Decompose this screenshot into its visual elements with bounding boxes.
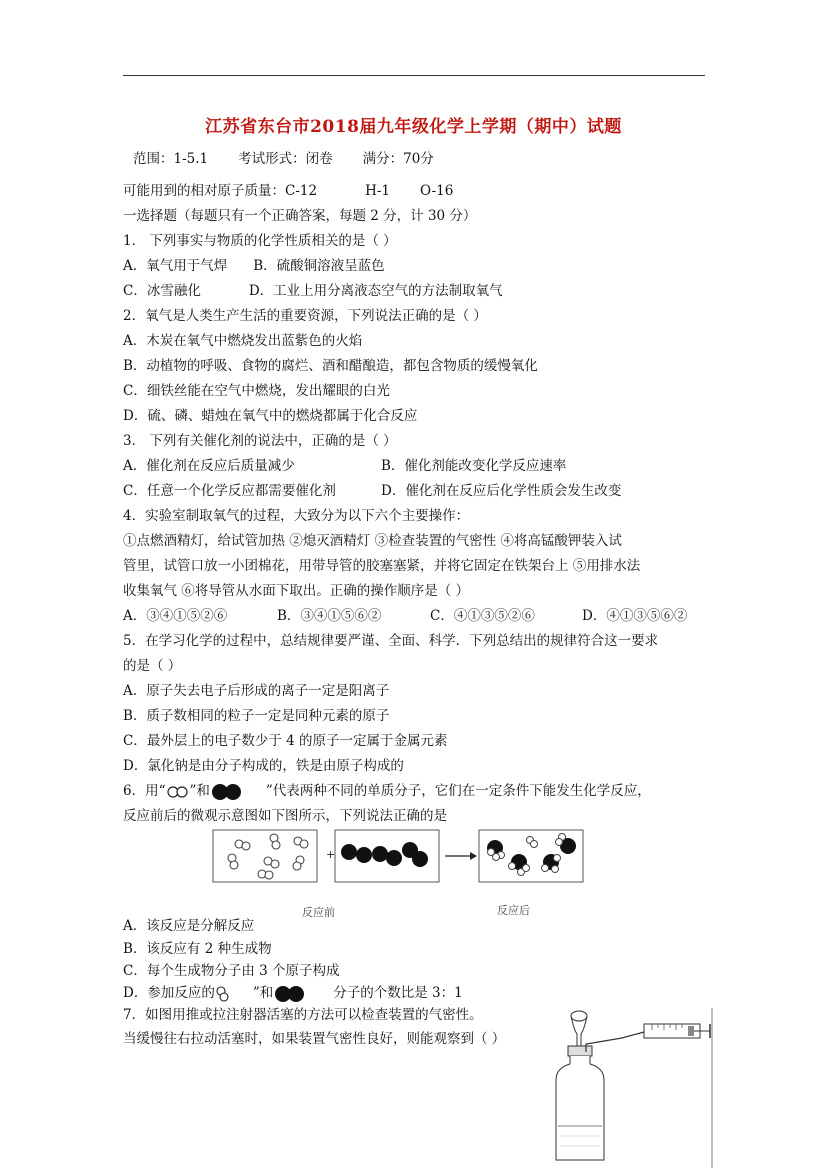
q6-option-b: B．该反应有 2 种生成物	[123, 941, 272, 957]
exam-range: 范围：1-5.1	[133, 151, 209, 167]
label-after: 反应后	[497, 904, 530, 917]
atomic-mass-o: O-16	[420, 183, 454, 199]
atomic-mass-line	[123, 182, 453, 200]
reaction-diagram	[212, 828, 590, 924]
q4-option-b: B．③④①⑤⑥②	[277, 608, 382, 624]
q3-option-a: A．催化剂在反应后质量减少	[123, 458, 295, 474]
plus-sign: +	[326, 848, 336, 861]
black-molecule-icon	[210, 783, 244, 801]
q4-option-d: D．④①③⑤⑥②	[582, 608, 688, 624]
q6-stem-2: 反应前后的微观示意图如下图所示，下列说法正确的是	[123, 808, 447, 824]
q4-stem: 4．实验室制取氧气的过程，大致分为以下六个主要操作：	[123, 508, 470, 524]
q5-stem-1: 5．在学习化学的过程中，总结规律要严谨、全面、科学．下列总结出的规律符合这一要求	[123, 633, 659, 649]
q4-option-a: A．③④①⑤②⑥	[123, 608, 228, 624]
q6-stem-1: 6．用“ ”和 ”代表两种不同的单质分子，它们在一定条件下能发生化学反应，	[123, 783, 651, 799]
q3-stem: 3． 下列有关催化剂的说法中，正确的是（ ）	[123, 433, 397, 449]
q4-line-3: 收集氧气 ⑥将导管从水面下取出。正确的操作顺序是（ ）	[123, 583, 470, 599]
q6-option-d: D．参加反应的 ”和 分子的个数比是 3：1	[123, 985, 463, 1001]
q5-option-d: D．氯化钠是由分子构成的，铁是由原子构成的	[123, 758, 404, 774]
q5-option-a: A．原子失去电子后形成的离子一定是阳离子	[123, 683, 390, 699]
q1-option-a: A．氧气用于气焊	[123, 258, 228, 274]
atomic-mass-label: 可能用到的相对原子质量：C-12	[123, 183, 318, 199]
exam-form: 考试形式：闭卷	[238, 151, 333, 167]
q2-option-c: C．细铁丝能在空气中燃烧，发出耀眼的白光	[123, 383, 390, 399]
q1-option-b: B．硫酸铜溶液呈蓝色	[253, 258, 385, 274]
q5-option-b: B．质子数相同的粒子一定是同种元素的原子	[123, 708, 390, 724]
q1-option-c: C．冰雪融化	[123, 283, 201, 299]
exam-score: 满分：70分	[362, 151, 434, 167]
exam-info	[133, 150, 434, 168]
q5-stem-2: 的是（ ）	[123, 658, 182, 674]
q2-stem: 2．氧气是人类生产生活的重要资源，下列说法正确的是（ ）	[123, 308, 487, 324]
q2-option-b: B．动植物的呼吸、食物的腐烂、酒和醋酿造，都包含物质的缓慢氧化	[123, 358, 538, 374]
q6-option-a: A．该反应是分解反应	[123, 918, 255, 934]
q3-option-d: D．催化剂在反应后化学性质会发生改变	[381, 483, 622, 499]
q1-option-d: D．工业上用分离液态空气的方法制取氧气	[248, 283, 503, 299]
q3-option-c: C．任意一个化学反应都需要催化剂	[123, 483, 336, 499]
q4-line-1: ①点燃酒精灯，给试管加热 ②熄灭酒精灯 ③检查装置的气密性 ④将高锰酸钾装入试	[123, 533, 622, 549]
q6-option-c: C．每个生成物分子由 3 个原子构成	[123, 963, 340, 979]
q5-option-c: C．最外层上的电子数少于 4 的原子一定属于金属元素	[123, 733, 448, 749]
q1-stem: 1． 下列事实与物质的化学性质相关的是（ ）	[123, 233, 397, 249]
white-molecule-icon	[166, 785, 190, 799]
q3-option-b: B．催化剂能改变化学反应速率	[381, 458, 567, 474]
q1-options-cd	[123, 282, 503, 300]
black-molecule-small-icon	[273, 985, 307, 1003]
q7-stem-1: 7．如图用推或拉注射器活塞的方法可以检查装置的气密性。	[123, 1007, 483, 1023]
q7-stem-2: 当缓慢往右拉动活塞时，如果装置气密性良好，则能观察到（ ）	[123, 1031, 506, 1047]
white-molecule-small-icon	[215, 986, 235, 1002]
q2-option-a: A．木炭在氧气中燃烧发出蓝紫色的火焰	[123, 333, 363, 349]
atomic-mass-h: H-1	[365, 183, 391, 199]
label-before: 反应前	[302, 906, 335, 919]
q2-option-d: D．硫、磷、蜡烛在氧气中的燃烧都属于化合反应	[123, 408, 418, 424]
q4-option-c: C．④①③⑤②⑥	[430, 608, 535, 624]
page-title: 江苏省东台市2018届九年级化学上学期（期中）试题	[205, 117, 622, 137]
q1-options-ab	[123, 257, 385, 275]
q4-line-2: 管里，试管口放一小团棉花，用带导管的胶塞塞紧，并将它固定在铁架台上 ⑤用排水法	[123, 558, 641, 574]
section-heading: 一选择题（每题只有一个正确答案，每题 2 分，计 30 分）	[123, 208, 477, 224]
apparatus-diagram	[552, 1008, 717, 1168]
header-rule	[123, 75, 705, 76]
